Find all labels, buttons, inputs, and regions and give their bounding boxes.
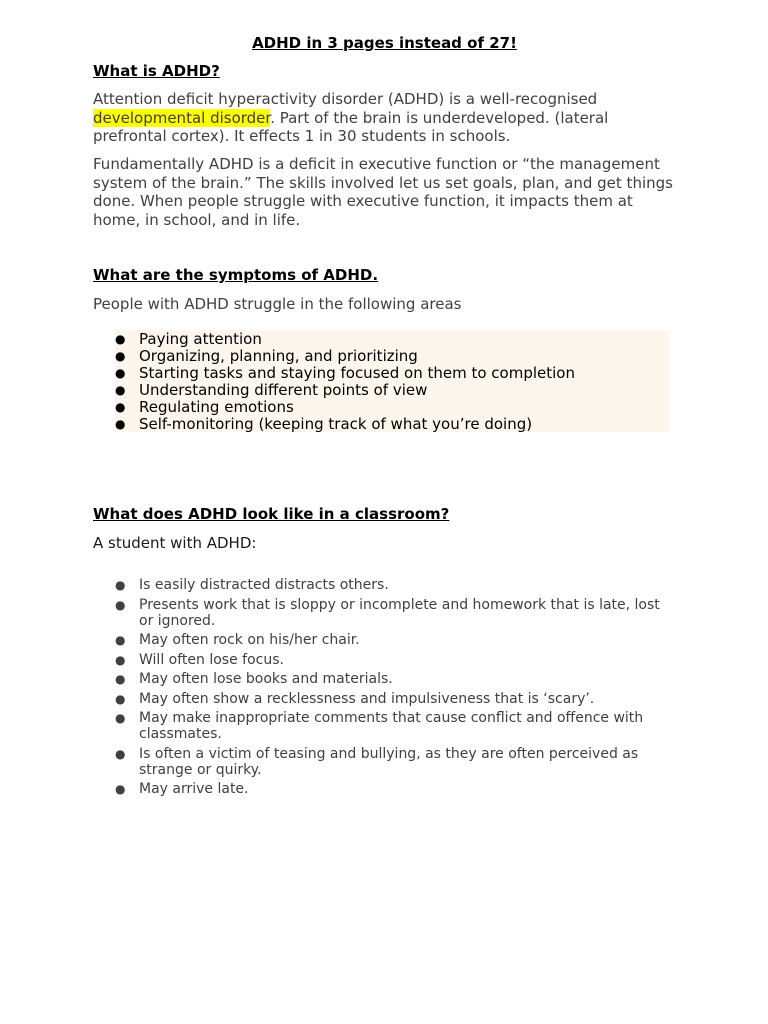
list-item-text: Understanding different points of view bbox=[139, 381, 428, 399]
bullet-icon: ● bbox=[115, 711, 126, 725]
symptoms-list bbox=[115, 330, 669, 432]
bullet-icon: ● bbox=[115, 578, 126, 592]
bullet-icon: ● bbox=[115, 746, 126, 761]
list-item bbox=[115, 652, 675, 668]
list-item bbox=[115, 710, 675, 742]
list-item bbox=[115, 399, 669, 416]
heading-classroom: What does ADHD look like in a classroom? bbox=[93, 505, 450, 523]
list-item bbox=[115, 577, 675, 593]
list-item-text: Starting tasks and staying focused on them to completion bbox=[139, 364, 575, 382]
definition-text-end: . Part of the brain is underdeveloped. (lateral prefrontal cortex). It effects 1 in 30 students in schools. bbox=[93, 108, 609, 145]
list-item-text: Is easily distracted distracts others. bbox=[139, 577, 389, 593]
list-item bbox=[115, 671, 675, 687]
bullet-icon: ● bbox=[115, 691, 126, 706]
list-item bbox=[115, 781, 675, 797]
list-item bbox=[115, 746, 675, 778]
bullet-icon: ● bbox=[115, 366, 126, 380]
list-item-text: Self-monitoring (keeping track of what you’re doing) bbox=[139, 415, 533, 433]
list-item-text: Organizing, planning, and prioritizing bbox=[139, 347, 418, 365]
list-item bbox=[115, 348, 669, 365]
list-item bbox=[115, 331, 669, 348]
definition-text-start: Attention deficit hyperactivity disorder (ADHD) is a well-recognised bbox=[93, 90, 598, 108]
list-item-text: May make inappropriate comments that cause conflict and offence with classmates. bbox=[139, 710, 644, 742]
list-item bbox=[115, 691, 675, 707]
heading-what-is-adhd: What is ADHD? bbox=[93, 62, 220, 80]
bullet-icon: ● bbox=[115, 597, 126, 612]
list-item bbox=[115, 597, 675, 629]
list-item-text: May often lose books and materials. bbox=[139, 671, 393, 687]
bullet-icon: ● bbox=[115, 652, 126, 667]
paragraph-definition bbox=[93, 90, 676, 146]
document-title: ADHD in 3 pages instead of 27! bbox=[252, 34, 517, 52]
bullet-icon: ● bbox=[115, 383, 126, 397]
symptoms-intro: People with ADHD struggle in the following areas bbox=[93, 295, 462, 313]
list-item-text: May arrive late. bbox=[139, 781, 249, 797]
list-item-text: Is often a victim of teasing and bullying, as they are often perceived as strange or quirky. bbox=[139, 745, 639, 778]
list-item bbox=[115, 382, 669, 399]
list-item-text: May often show a recklessness and impulsiveness that is ‘scary’. bbox=[139, 690, 595, 707]
bullet-icon: ● bbox=[115, 349, 126, 363]
paragraph-executive-function: Fundamentally ADHD is a deficit in executive function or “the management system of the brain.” The skills involved let us set goals, plan, and get things done. When people struggle with executive function, it impacts them at home, in school, and in life. bbox=[93, 155, 673, 229]
list-item-text: May often rock on his/her chair. bbox=[139, 632, 360, 648]
bullet-icon: ● bbox=[115, 672, 126, 686]
heading-symptoms: What are the symptoms of ADHD. bbox=[93, 266, 379, 284]
bullet-icon: ● bbox=[115, 782, 126, 796]
bullet-icon: ● bbox=[115, 633, 126, 647]
bullet-icon: ● bbox=[115, 332, 126, 346]
bullet-icon: ● bbox=[115, 417, 126, 431]
list-item bbox=[115, 416, 669, 433]
list-item bbox=[115, 632, 675, 648]
list-item bbox=[115, 365, 669, 382]
list-item-text: Paying attention bbox=[139, 330, 262, 348]
highlighted-term: developmental disorder bbox=[93, 108, 271, 127]
classroom-intro: A student with ADHD: bbox=[93, 534, 257, 552]
list-item-text: Presents work that is sloppy or incomplete and homework that is late, lost or ignored. bbox=[139, 596, 660, 629]
list-item-text: Regulating emotions bbox=[139, 398, 294, 416]
list-item-text: Will often lose focus. bbox=[139, 651, 284, 668]
bullet-icon: ● bbox=[115, 400, 126, 414]
classroom-behaviours-list bbox=[115, 577, 675, 801]
